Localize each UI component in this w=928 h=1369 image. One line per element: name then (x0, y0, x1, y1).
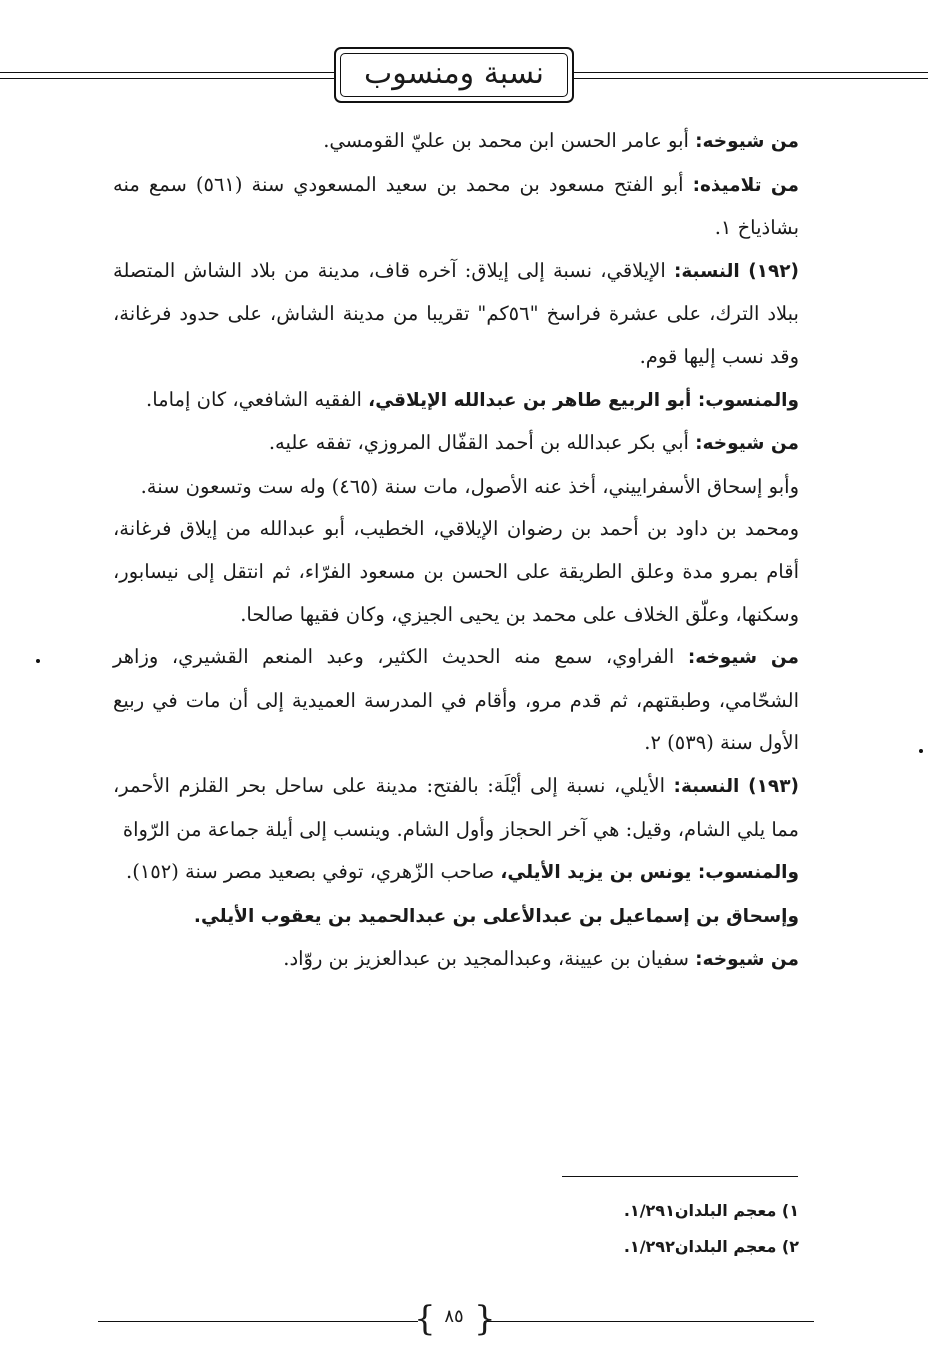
entry-text: الإيلاقي، نسبة إلى إيلاق: آخره قاف، مدينة من بلاد الشاش المتصلة ببلاد الترك، على عشرة فراسخ "٥٦كم" تقريبا من مدينة الشاش، على حدود فرغانة، وقد نسب إليها قوم. (113, 258, 799, 368)
entry-text: وأبو إسحاق الأسفراييني، أخذ عنه الأصول، مات سنة (٤٦٥) وله ست وتسعون سنة. (140, 474, 799, 498)
entry-text: الفقيه الشافعي، كان إماما. (146, 387, 369, 411)
entry-text: أبو عامر الحسن ابن محمد بن عليّ القومسي. (323, 129, 696, 152)
entry-label: (١٩٣) النسبة: (673, 775, 799, 797)
paragraph (113, 164, 799, 250)
entry-label: من شيوخه: (695, 131, 799, 152)
footnote-separator (562, 1176, 798, 1177)
entry-text: ومحمد بن داود بن أحمد بن رضوان الإيلاقي، الخطيب، أبو عبدالله من إيلاق فرغانة، أقام بمرو مدة وعلق الطريقة على الحسن بن مسعود الفرّاء، ثم انتقل إلى نيسابور، وسكنها، وعلّق الخلاف على محمد بن يحيى الجيزي، وكان فقيها صالحا. (113, 517, 799, 626)
footer-rule-right (484, 1321, 814, 1322)
entry-text: صاحب الزّهري، توفي بصعيد مصر سنة (١٥٢). (126, 860, 501, 884)
entry-text: الأيلي، نسبة إلى أيْلَة: بالفتح: مدينة على ساحل بحر القلزم الأحمر، مما يلي الشام، وقيل: هي آخر الحجاز وأول الشام. وينسب إلى أيلة جماعة من الرّواة (113, 773, 799, 841)
footnotes (113, 1193, 799, 1265)
entry-label: والمنسوب: (697, 389, 799, 411)
entry-label: من شيوخه: (695, 433, 799, 455)
paragraph (113, 938, 799, 982)
paragraph (113, 765, 799, 851)
header-rule-left (0, 72, 334, 81)
entry-label: (١٩٢) النسبة: (673, 260, 799, 282)
entry-label: من تلاميذه: (692, 174, 799, 196)
paragraph (113, 895, 799, 939)
paragraph (113, 466, 799, 509)
page-number: ٨٥ (444, 1306, 464, 1327)
scan-speck (36, 659, 40, 663)
entry-label: والمنسوب: (697, 862, 799, 884)
footnote: ١) معجم البلدان١/٢٩١. (623, 1201, 799, 1220)
entry-text: أبو الفتح مسعود بن محمد بن سعيد المسعودي سنة (٥٦١) سمع منه بشاذياخ ١. (113, 172, 799, 240)
brace-left-icon: { (414, 1299, 436, 1339)
paragraph (113, 508, 799, 636)
entry-label: من شيوخه: (687, 647, 799, 669)
entry-name: يونس بن يزيد الأيلي، (500, 862, 698, 884)
entry-name: وإسحاق بن إسماعيل بن عبدالأعلى بن عبدالحميد بن يعقوب الأيلي. (193, 905, 799, 927)
entry-name: أبو الربيع طاهر بن عبدالله الإيلاقي، (368, 389, 698, 411)
page-title: نسبة ومنسوب (364, 55, 544, 91)
paragraph (113, 120, 799, 164)
footnote: ٢) معجم البلدان١/٢٩٢. (623, 1237, 799, 1256)
entry-text: أبي بكر عبدالله بن أحمد القفّال المروزي، تفقه عليه. (268, 431, 696, 455)
main-text (113, 120, 799, 982)
paragraph (113, 422, 799, 466)
entry-text: الفراوي، سمع منه الحديث الكثير، وعبد المنعم القشيري، وزاهر الشحّامي، وطبقتهم، ثم قدم مرو، وأقام في المدرسة العميدية إلى أن مات في ربيع الأول سنة (٥٣٩) ٢. (113, 645, 799, 755)
paragraph (113, 636, 799, 765)
header-title-box (334, 47, 574, 103)
paragraph (113, 851, 799, 895)
brace-right-icon: } (474, 1299, 496, 1339)
scan-speck (919, 749, 923, 753)
entry-text: سفيان بن عيينة، وعبدالمجيد بن عبدالعزيز بن روّاد. (283, 947, 696, 971)
entry-label: من شيوخه: (695, 949, 799, 971)
header-rule-right (574, 72, 928, 81)
paragraph (113, 250, 799, 379)
paragraph (113, 379, 799, 423)
footer-rule-left (98, 1321, 418, 1322)
